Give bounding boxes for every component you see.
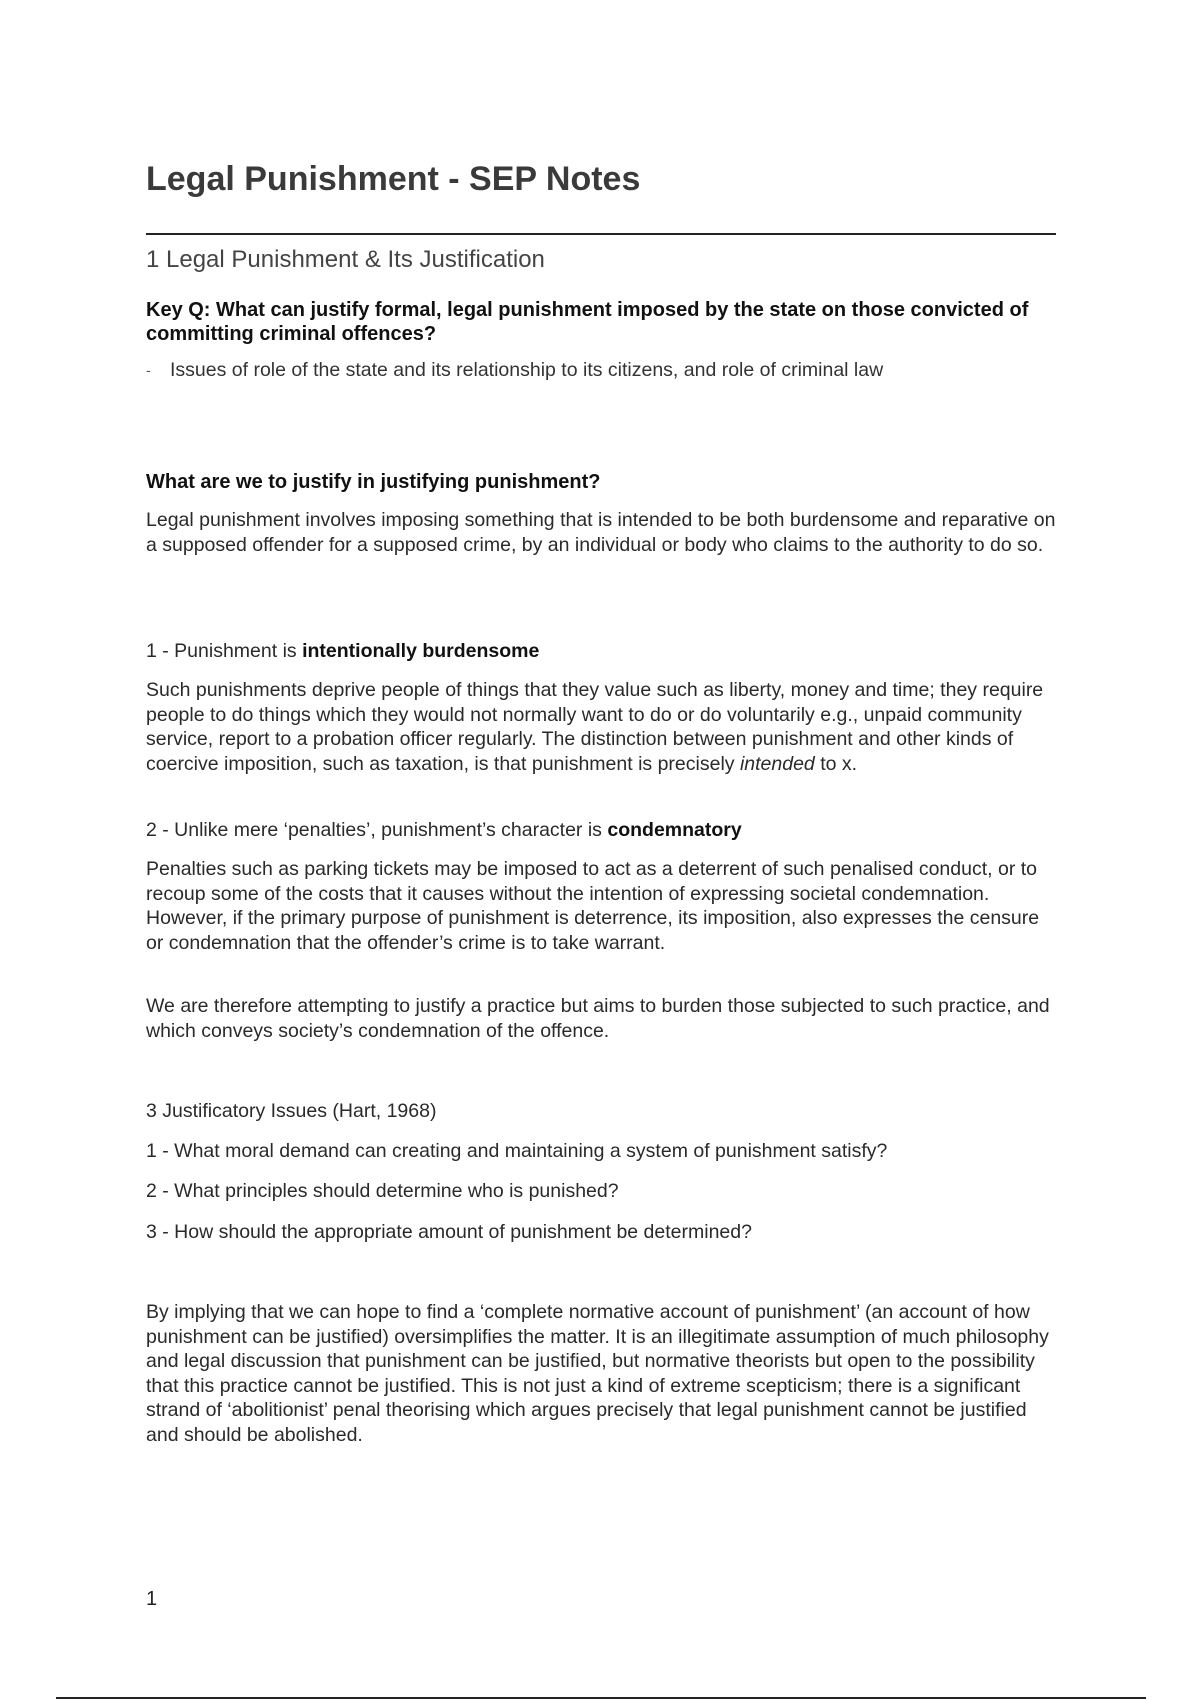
point-1-paragraph [146, 678, 1056, 776]
key-bullet-item [146, 358, 1056, 382]
issue-item: 2 - What principles should determine who is punished? [146, 1180, 619, 1202]
point-1-heading [146, 639, 1056, 663]
point-2-emphasis: condemnatory [607, 819, 742, 841]
issues-heading: 3 Justificatory Issues (Hart, 1968) [146, 1100, 437, 1122]
title-divider [146, 233, 1056, 235]
footer-divider [56, 1697, 1146, 1699]
therefore-paragraph: We are therefore attempting to justify a practice but aims to burden those subjected to such practice, and which conveys society’s condemnation of the offence. [146, 995, 1050, 1042]
closing-paragraph: By implying that we can hope to find a ‘complete normative account of punishment’ (an account of how punishment can be justified) oversimplifies the matter. It is an illegitimate assumption of much philosophy and legal discussion that punishment can be justified, but normative theorists but open to the possibility that this practice cannot be justified. This is not just a kind of extreme scepticism; there is a significant strand of ‘abolitionist’ penal theorising which argues precisely that legal punishment cannot be justified and should be abolished. [146, 1301, 1049, 1446]
key-bullet-text: Issues of role of the state and its relationship to its citizens, and role of criminal law [170, 359, 884, 381]
page-title: Legal Punishment - SEP Notes [146, 160, 641, 198]
section-heading: 1 Legal Punishment & Its Justification [146, 246, 545, 273]
point-1-paragraph-end: to x. [814, 752, 858, 775]
point-2-heading [146, 818, 1056, 842]
issue-item: 3 - How should the appropriate amount of punishment be determined? [146, 1221, 752, 1243]
point-1-paragraph-italic: intended [739, 752, 815, 775]
justify-heading: What are we to justify in justifying punishment? [146, 471, 601, 493]
point-2-paragraph: Penalties such as parking tickets may be imposed to act as a deterrent of such penalised conduct, or to recoup some of the costs that it causes without the intention of expressing societal condemnation. However, if the primary purpose of punishment is deterrence, its imposition, also expresses the censure or condemnation that the offender’s crime is to take warrant. [146, 858, 1040, 954]
point-1-emphasis: intentionally burdensome [302, 640, 540, 662]
key-question: Key Q: What can justify formal, legal punishment imposed by the state on those convicted of committing criminal offences? [146, 299, 1029, 345]
point-2-prefix: 2 - Unlike mere ‘penalties’, punishment’s character is [146, 819, 608, 841]
point-1-paragraph-start: Such punishments deprive people of things that they value such as liberty, money and time; they require people to do things which they would not normally want to do or do voluntarily e.g., unpaid community service, report to a probation officer regularly. The distinction between punishment and other kinds of coercive imposition, such as taxation, is that punishment is precisely [146, 679, 1044, 775]
point-1-prefix: 1 - Punishment is [146, 640, 303, 662]
dash-bullet-icon: ‐ [146, 362, 151, 378]
page-number: 1 [146, 1588, 158, 1610]
issue-item: 1 - What moral demand can creating and maintaining a system of punishment satisfy? [146, 1140, 888, 1162]
justify-paragraph: Legal punishment involves imposing something that is intended to be both burdensome and reparative on a supposed offender for a supposed crime, by an individual or body who claims to the authority to do so. [146, 509, 1056, 556]
